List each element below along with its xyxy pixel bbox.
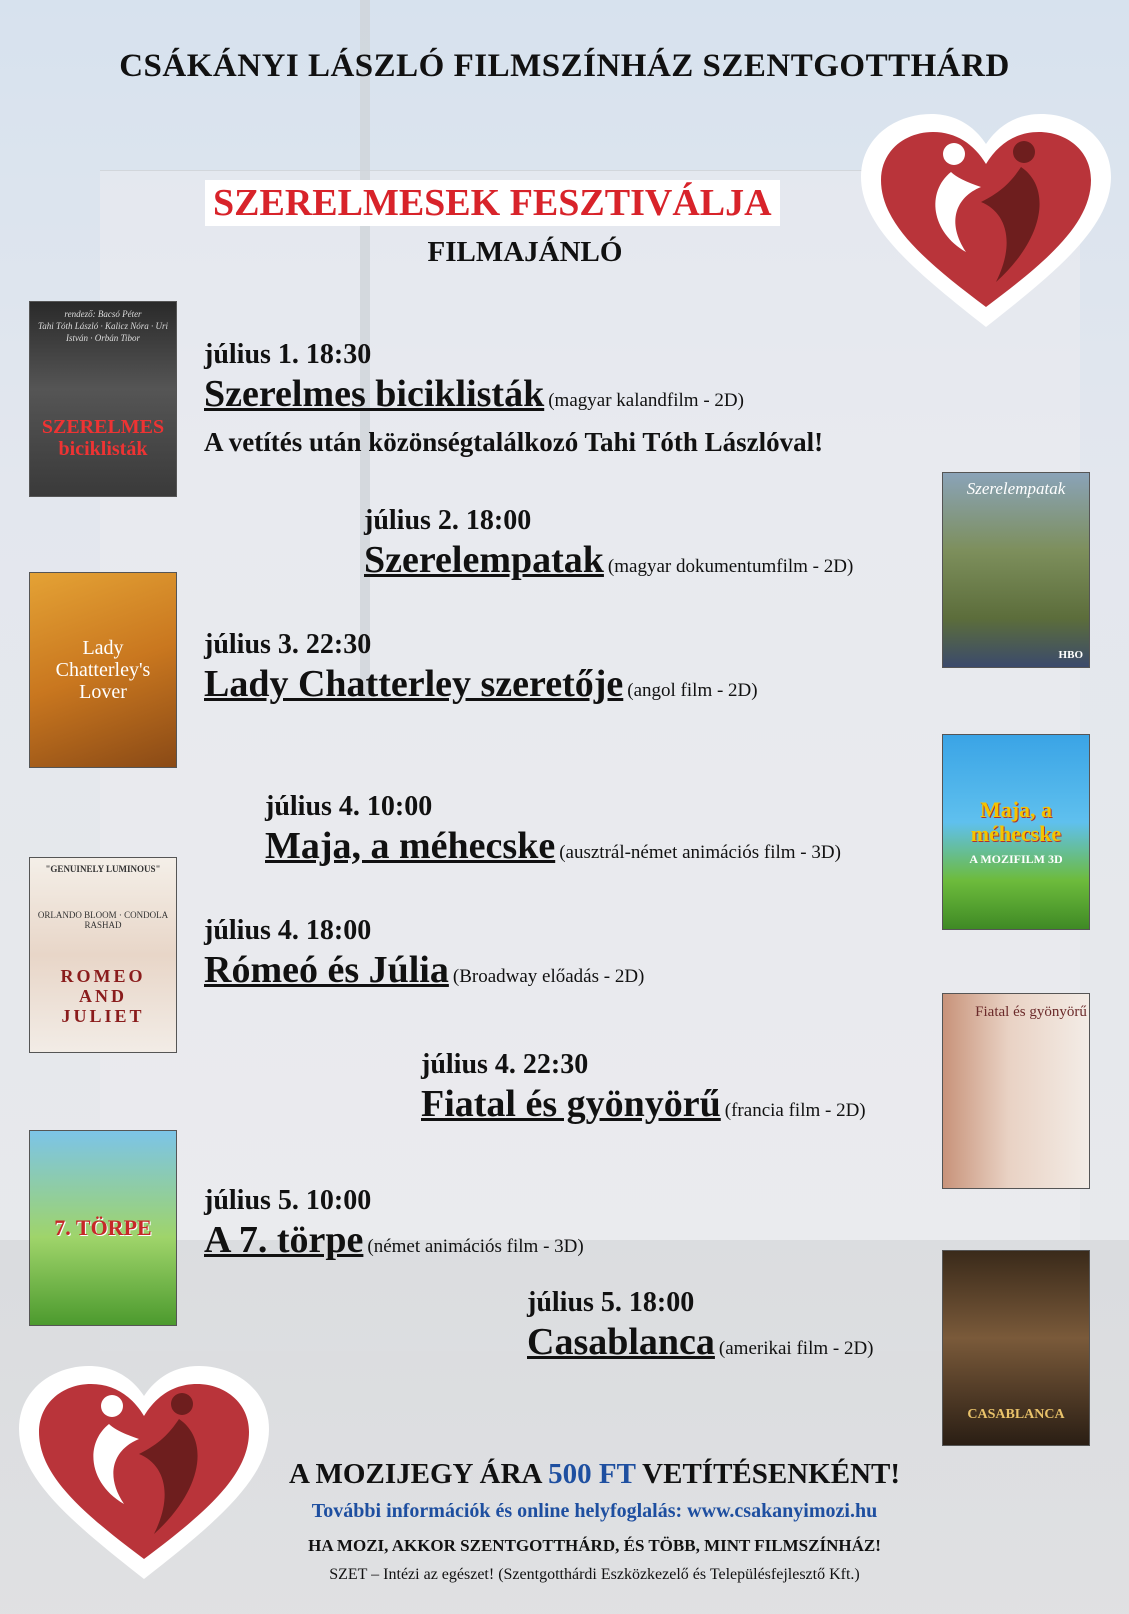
film-title: Szerelmes biciklisták xyxy=(204,373,545,415)
film-entry-7 xyxy=(204,1184,584,1270)
poster-szerelempatak xyxy=(942,472,1090,668)
film-genre: (német animációs film - 3D) xyxy=(367,1236,584,1257)
film-title: Maja, a méhecske xyxy=(265,825,556,867)
film-genre: (angol film - 2D) xyxy=(627,680,758,701)
poster-title: 7. TÖRPE xyxy=(54,1215,152,1240)
film-entry-1 xyxy=(204,338,823,460)
price-suffix: VETÍTÉSENKÉNT! xyxy=(642,1458,901,1490)
film-entry-6 xyxy=(421,1048,866,1134)
film-date: július 1. 18:30 xyxy=(204,339,372,370)
film-genre: (Broadway előadás - 2D) xyxy=(452,966,645,987)
price-value: 500 FT xyxy=(548,1458,636,1490)
film-title: Rómeó és Júlia xyxy=(204,949,449,991)
film-date: július 4. 22:30 xyxy=(421,1049,589,1080)
booking-info-link[interactable]: További információk és online helyfoglalás: www.csakanyimozi.hu xyxy=(311,1500,878,1522)
film-entry-4 xyxy=(265,790,841,876)
poster-title: ROMEO AND JULIET xyxy=(60,966,146,1026)
poster-names: ORLANDO BLOOM · CONDOLA RASHAD xyxy=(37,910,169,930)
film-genre: (amerikai film - 2D) xyxy=(718,1338,874,1359)
slogan: HA MOZI, AKKOR SZENTGOTTHÁRD, ÉS TÖBB, MINT FILMSZÍNHÁZ! xyxy=(308,1536,881,1555)
festival-title: SZERELMESEK FESZTIVÁLJA xyxy=(205,180,780,226)
heart-logo-top xyxy=(856,112,1116,337)
poster-maja xyxy=(942,734,1090,930)
film-entry-3 xyxy=(204,628,758,714)
film-entry-8 xyxy=(527,1286,874,1372)
hbo-logo: HBO xyxy=(1058,649,1083,661)
poster-names: Tahi Tóth László · Kalicz Nóra · Uri István · Orbán Tibor xyxy=(38,321,168,343)
film-title: Fiatal és gyönyörű xyxy=(421,1083,721,1125)
poster-szerelmes-biciklistak xyxy=(29,301,177,497)
poster-title: Fiatal és gyönyörű xyxy=(975,1004,1087,1020)
film-note: A vetítés után közönségtalálkozó Tahi Tóth Lászlóval! xyxy=(204,427,824,457)
poster-title: SZERELMES biciklisták xyxy=(41,416,165,460)
film-date: július 3. 22:30 xyxy=(204,629,372,660)
company-line: SZET – Intézi az egészet! (Szentgotthárdi Eszközkezelő és Településfejlesztő Kft.) xyxy=(329,1566,860,1583)
film-title: Szerelempatak xyxy=(364,539,604,581)
poster-title: Lady Chatterley's Lover xyxy=(55,637,151,703)
film-genre: (francia film - 2D) xyxy=(724,1100,866,1121)
poster-7-torpe xyxy=(29,1130,177,1326)
film-title: Casablanca xyxy=(527,1321,715,1363)
poster-fiatal-es-gyonyoru xyxy=(942,993,1090,1189)
film-date: július 5. 18:00 xyxy=(527,1287,695,1318)
poster-tagline: "GENUINELY LUMINOUS" xyxy=(45,864,161,874)
cinema-title: CSÁKÁNYI LÁSZLÓ FILMSZÍNHÁZ SZENTGOTTHÁRD xyxy=(119,48,1010,84)
poster-lady-chatterley xyxy=(29,572,177,768)
film-date: július 4. 18:00 xyxy=(204,915,372,946)
page-subtitle: FILMAJÁNLÓ xyxy=(427,236,623,268)
film-genre: (ausztrál-német animációs film - 3D) xyxy=(559,842,841,863)
price-prefix: A MOZIJEGY ÁRA xyxy=(288,1458,541,1490)
film-title: Lady Chatterley szeretője xyxy=(204,663,624,705)
film-entry-5 xyxy=(204,914,644,1000)
poster-casablanca xyxy=(942,1250,1090,1446)
poster-romeo-juliet xyxy=(29,857,177,1053)
poster-title: Szerelempatak xyxy=(966,479,1066,498)
film-genre: (magyar dokumentumfilm - 2D) xyxy=(607,556,854,577)
poster-subtitle: A MOZIFILM 3D xyxy=(969,851,1063,866)
poster-director: rendező: Bacsó Péter xyxy=(64,309,142,319)
film-date: július 2. 18:00 xyxy=(364,505,532,536)
film-entry-2 xyxy=(364,504,853,590)
poster-title: Maja, a méhecske xyxy=(970,796,1062,846)
ticket-price xyxy=(0,1458,1129,1491)
film-date: július 4. 10:00 xyxy=(265,791,433,822)
film-genre: (magyar kalandfilm - 2D) xyxy=(548,390,744,411)
film-date: július 5. 10:00 xyxy=(204,1185,372,1216)
film-title: A 7. törpe xyxy=(204,1219,364,1261)
poster-title: CASABLANCA xyxy=(967,1407,1065,1422)
